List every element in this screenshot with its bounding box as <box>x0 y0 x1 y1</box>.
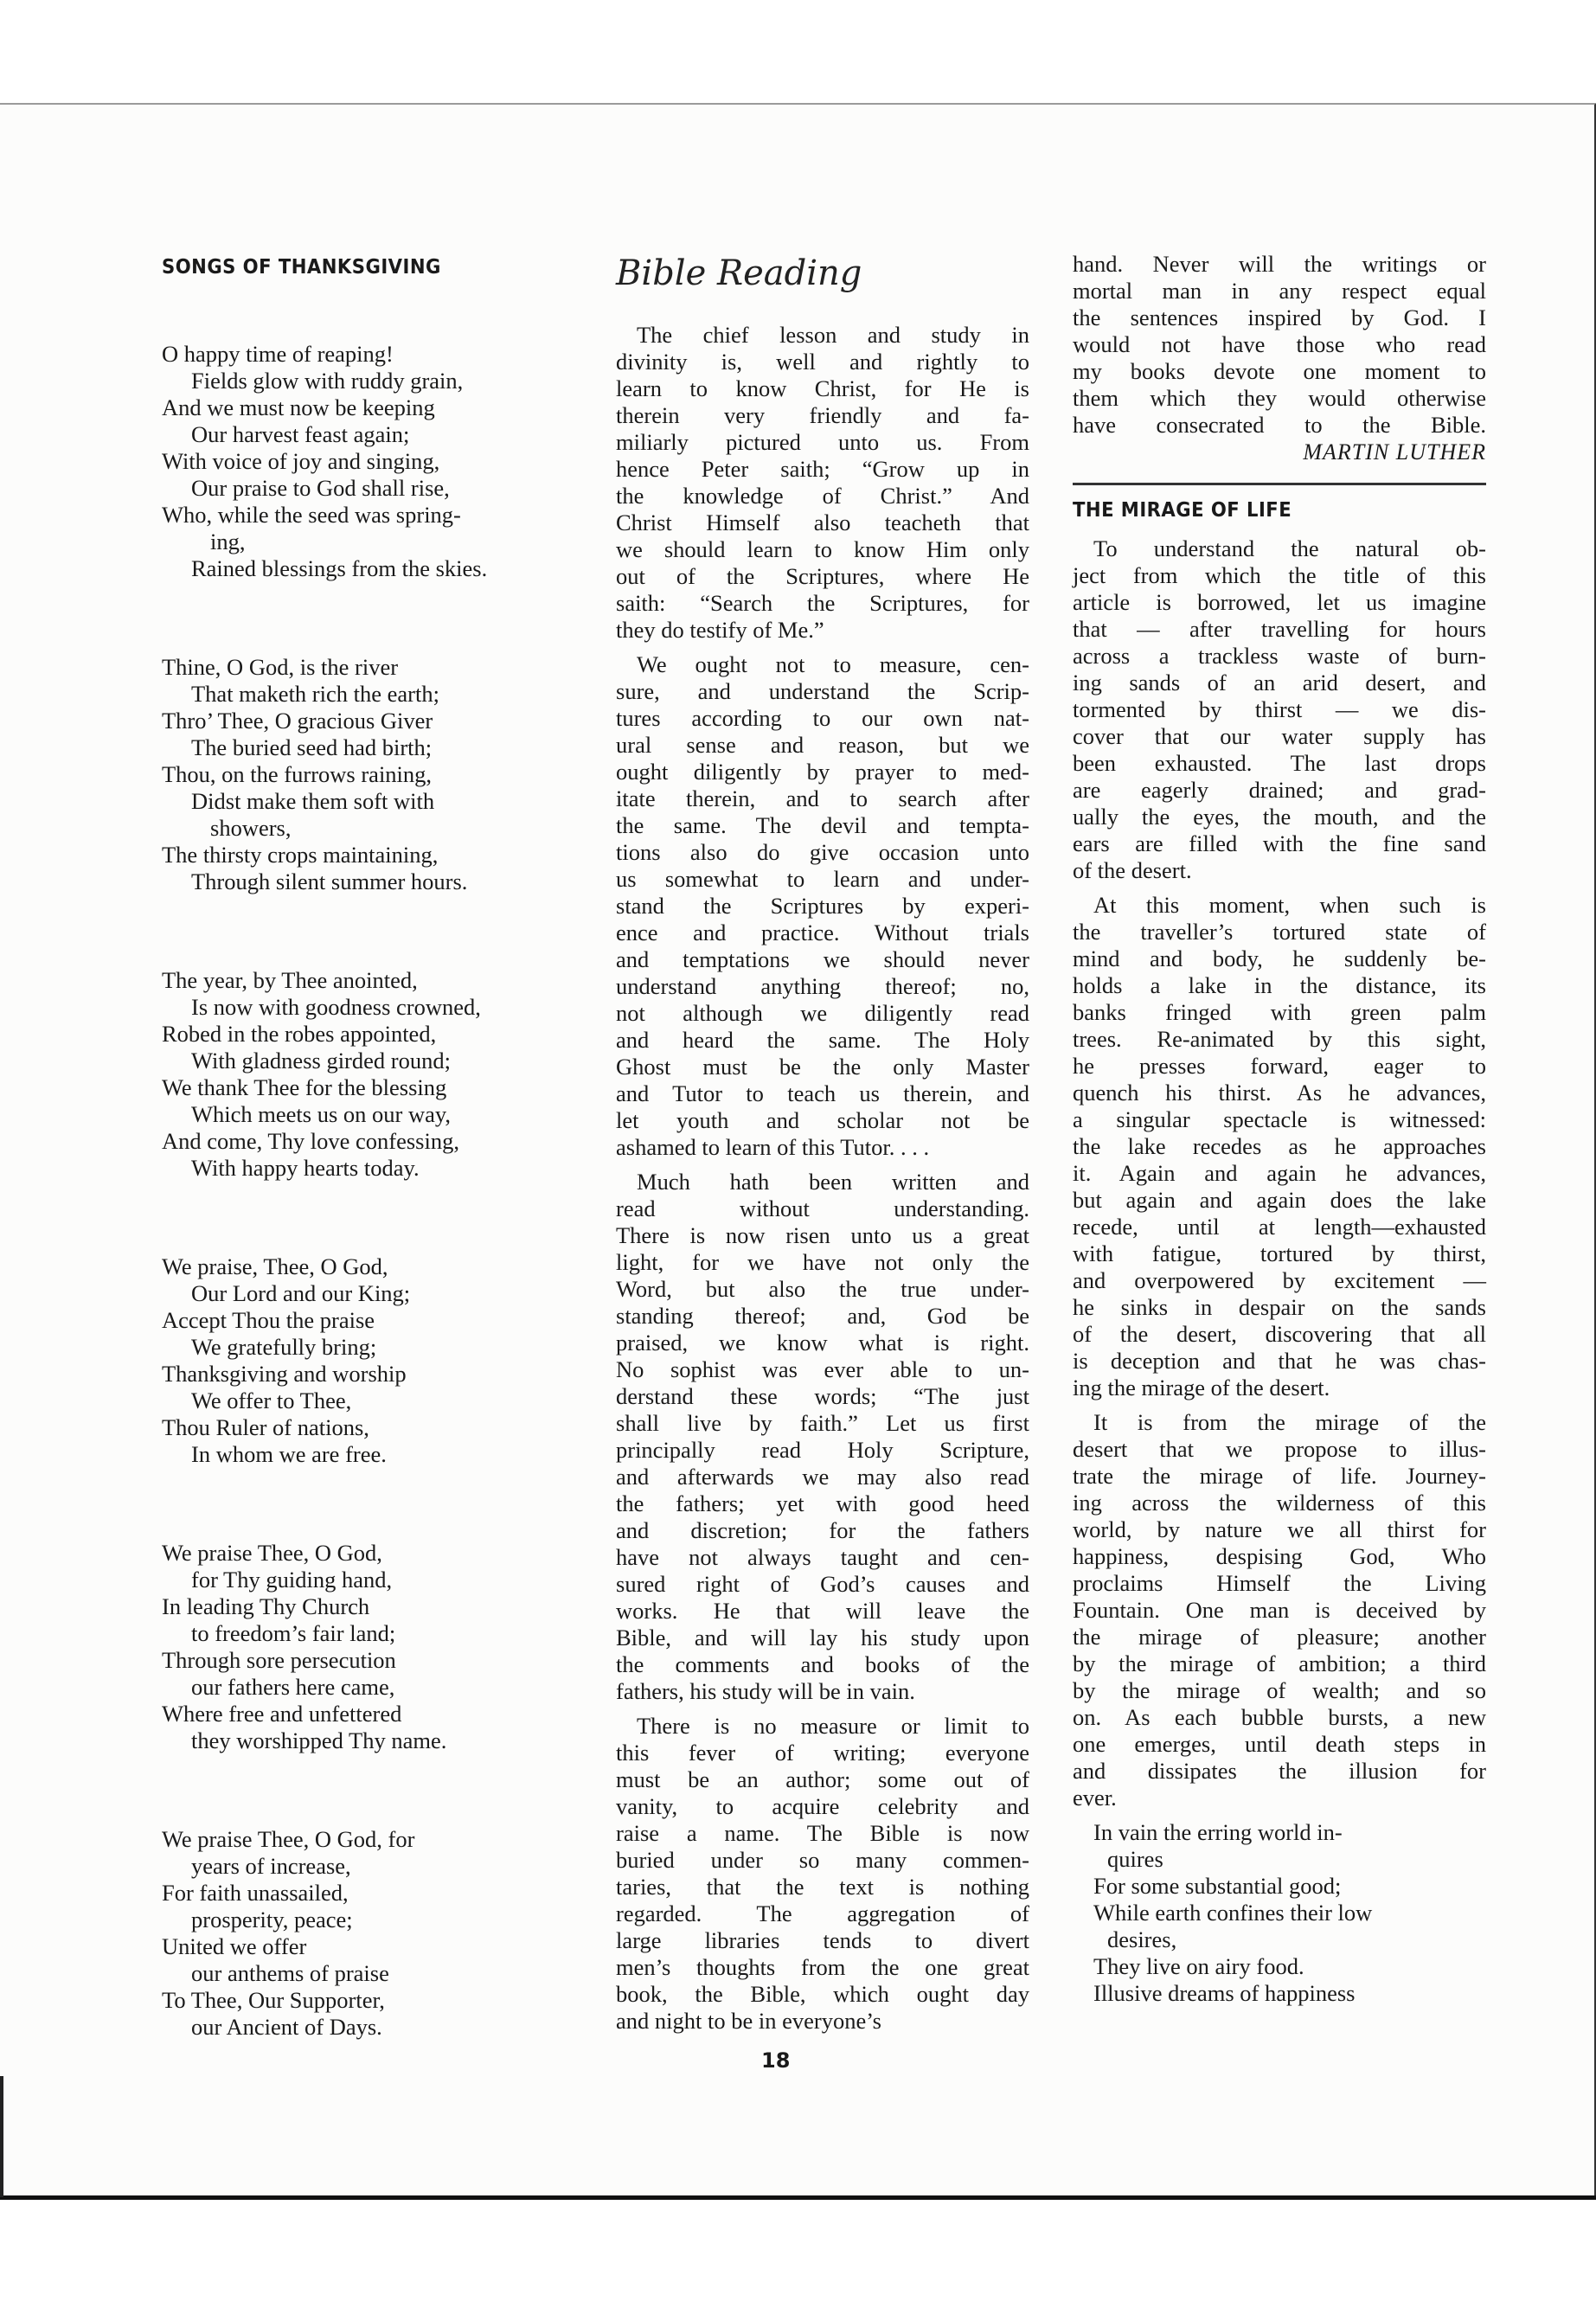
text-line: There is now risen unto us a great <box>616 1222 1029 1248</box>
text-line: is deception and that he was chas- <box>1073 1348 1486 1374</box>
text-line: vanity, to acquire celebrity and <box>616 1793 1029 1819</box>
text-line: and Tutor to teach us therein, and <box>616 1080 1029 1106</box>
text-line: saith: “Search the Scriptures, for <box>616 590 1029 616</box>
mirage-poem <box>1073 1819 1486 2007</box>
text-line: and dissipates the illusion for <box>1073 1758 1486 1784</box>
text-line: world, by nature we all thirst for <box>1073 1516 1486 1542</box>
verse-line: We thank Thee for the blessing <box>162 1074 447 1100</box>
verse-line: We gratefully bring; <box>191 1334 377 1360</box>
bible-reading-column <box>616 251 1029 2042</box>
text-line: and temptations we should never <box>616 946 1029 972</box>
text-line: and discretion; for the fathers <box>616 1517 1029 1543</box>
text-line: itate therein, and to search after <box>616 785 1029 811</box>
verse-line: In whom we are free. <box>191 1441 387 1467</box>
verse-line: While earth confines their low <box>1093 1900 1373 1926</box>
text-line: sured right of God’s causes and <box>616 1571 1029 1597</box>
text-line: he presses forward, eager to <box>1073 1053 1486 1079</box>
verse-line: In leading Thy Church <box>162 1593 370 1619</box>
verse-line: Where free and unfettered <box>162 1701 402 1727</box>
verse-line: With voice of joy and singing, <box>162 448 440 474</box>
verse-line: to freedom’s fair land; <box>191 1620 396 1646</box>
text-line: tions also do give occasion unto <box>616 839 1029 865</box>
text-line: we should learn to know Him only <box>616 536 1029 562</box>
verse-line: For faith unassailed, <box>162 1880 349 1906</box>
text-line: fathers, his study will be in vain. <box>616 1678 915 1704</box>
scan-border-bottom <box>0 2195 1596 2200</box>
text-line: ural sense and reason, but we <box>616 732 1029 758</box>
text-line: but again and again does the lake <box>1073 1187 1486 1213</box>
paragraph <box>1073 892 1486 1401</box>
verse-line: We offer to Thee, <box>191 1388 352 1413</box>
text-line: To understand the natural ob- <box>1093 535 1486 561</box>
text-line: divinity is, well and rightly to <box>616 349 1029 375</box>
text-line: therein very friendly and fa- <box>616 402 1029 428</box>
text-line: The chief lesson and study in <box>637 322 1029 348</box>
text-line: this fever of writing; everyone <box>616 1740 1029 1766</box>
paragraph <box>616 1713 1029 2035</box>
text-line: ence and practice. Without trials <box>616 920 1029 945</box>
text-line: quench his thirst. As he advances, <box>1073 1080 1486 1106</box>
text-line: praised, we know what is right. <box>616 1330 1029 1356</box>
paragraph <box>1073 535 1486 884</box>
verse-line: The thirsty crops maintaining, <box>162 842 439 868</box>
text-line: Christ Himself also teacheth that <box>616 510 1029 535</box>
verse-line: Thro’ Thee, O gracious Giver <box>162 708 433 734</box>
verse-line: O happy time of reaping! <box>162 341 394 367</box>
text-line: cover that our water supply has <box>1073 723 1486 749</box>
text-line: There is no measure or limit to <box>637 1713 1029 1739</box>
stanza <box>162 967 575 1182</box>
text-line: of the desert, discovering that all <box>1073 1321 1486 1347</box>
text-line: book, the Bible, which ought day <box>616 1981 1029 2007</box>
verse-line: Our praise to God shall rise, <box>191 475 450 501</box>
text-line: are eagerly drained; and grad- <box>1073 777 1486 803</box>
verse-line: Which meets us on our way, <box>191 1101 452 1127</box>
text-line: and heard the same. The Holy <box>616 1027 1029 1053</box>
text-line: and afterwards we may also read <box>616 1464 1029 1490</box>
text-line: trate the mirage of life. Journey- <box>1073 1463 1486 1489</box>
verse-line: for Thy guiding hand, <box>191 1567 393 1593</box>
verse-line: Who, while the seed was spring- <box>162 502 461 528</box>
text-line: taries, that the text is nothing <box>616 1874 1029 1900</box>
text-line: sure, and understand the Scrip- <box>616 678 1029 704</box>
text-line: desert that we propose to illus- <box>1073 1436 1486 1462</box>
text-line: he sinks in despair on the sands <box>1073 1294 1486 1320</box>
verse-line: With happy hearts today. <box>191 1155 420 1181</box>
text-line: trees. Re-animated by this sight, <box>1073 1026 1486 1052</box>
songs-stanzas <box>162 341 575 2041</box>
text-line: hence Peter saith; “Grow up in <box>616 456 1029 482</box>
text-line: the comments and books of the <box>616 1651 1029 1677</box>
text-line: article is borrowed, let us imagine <box>1073 589 1486 615</box>
text-line: hand. Never will the writings or <box>1073 251 1486 277</box>
verse-line: desires, <box>1107 1926 1177 1952</box>
verse-line: showers, <box>210 815 292 841</box>
stanza <box>162 1826 575 2041</box>
text-line: the lake recedes as he approaches <box>1073 1133 1486 1159</box>
text-line: happiness, despising God, Who <box>1073 1543 1486 1569</box>
scan-border-left <box>0 2076 3 2197</box>
text-line: them which they would otherwise <box>1073 385 1486 411</box>
text-line: learn to know Christ, for He is <box>616 375 1029 401</box>
verse-line: Rained blessings from the skies. <box>191 555 488 581</box>
verse-line: The buried seed had birth; <box>191 734 433 760</box>
text-line: light, for we have not only the <box>616 1249 1029 1275</box>
songs-column <box>162 256 575 2112</box>
stanza <box>162 1540 575 1754</box>
text-line: At this moment, when such is <box>1093 892 1486 918</box>
text-line: mind and body, he suddenly be- <box>1073 945 1486 971</box>
verse-line: Fields glow with ruddy grain, <box>191 368 464 394</box>
verse-line: prosperity, peace; <box>191 1907 353 1932</box>
text-line: We ought not to measure, cen- <box>637 651 1029 677</box>
text-line: standing thereof; and, God be <box>616 1303 1029 1329</box>
text-line: ears are filled with the fine sand <box>1073 830 1486 856</box>
text-line: ing sands of an arid desert, and <box>1073 670 1486 695</box>
text-line: a singular spectacle is witnessed: <box>1073 1106 1486 1132</box>
text-line: Much hath been written and <box>637 1169 1029 1195</box>
text-line: regarded. The aggregation of <box>616 1900 1029 1926</box>
verse-line: With gladness girded round; <box>191 1048 451 1074</box>
verse-line: For some substantial good; <box>1093 1873 1342 1899</box>
text-line: they do testify of Me.” <box>616 617 824 643</box>
text-line: works. He that will leave the <box>616 1598 1029 1624</box>
bible-reading-heading: Bible Reading <box>616 253 862 293</box>
verse-line: our Ancient of Days. <box>191 2014 382 2040</box>
text-line: have not always taught and cen- <box>616 1544 1029 1570</box>
text-line: ing the mirage of the desert. <box>1073 1375 1330 1400</box>
text-line: large libraries tends to divert <box>616 1927 1029 1953</box>
section-divider <box>1073 483 1486 485</box>
text-line: by the mirage of ambition; a third <box>1073 1650 1486 1676</box>
verse-line: Our harvest feast again; <box>191 421 410 447</box>
verse-line: United we offer <box>162 1933 307 1959</box>
verse-line: Robed in the robes appointed, <box>162 1021 437 1047</box>
text-line: Word, but also the true under- <box>616 1276 1029 1302</box>
verse-line: Is now with goodness crowned, <box>191 994 481 1020</box>
text-line: ing across the wilderness of this <box>1073 1490 1486 1516</box>
text-line: must be an author; some out of <box>616 1766 1029 1792</box>
verse-line: Thou, on the furrows raining, <box>162 761 433 787</box>
verse-line: Thanksgiving and worship <box>162 1361 407 1387</box>
verse-line: We praise Thee, O God, for <box>162 1826 415 1852</box>
verse-line: Didst make them soft with <box>191 788 435 814</box>
text-line: recede, until at length—exhausted <box>1073 1214 1486 1240</box>
verse-line: Thou Ruler of nations, <box>162 1414 369 1440</box>
text-line: Bible, and will lay his study upon <box>616 1625 1029 1650</box>
paragraph <box>616 1169 1029 1705</box>
text-line: on. As each bubble bursts, a new <box>1073 1704 1486 1730</box>
paragraph <box>1073 1409 1486 1811</box>
text-line: It is from the mirage of the <box>1093 1409 1486 1435</box>
verse-line: Thine, O God, is the river <box>162 654 399 680</box>
paragraph <box>616 322 1029 644</box>
songs-heading: SONGS OF THANKSGIVING <box>162 256 441 279</box>
text-line: and night to be in everyone’s <box>616 2008 881 2034</box>
verse-line: ing, <box>210 529 246 554</box>
text-line: buried under so many commen- <box>616 1847 1029 1873</box>
text-line: been exhausted. The last drops <box>1073 750 1486 776</box>
text-line: tures according to our own nat- <box>616 705 1029 731</box>
verse-line: And come, Thy love confessing, <box>162 1128 459 1154</box>
verse-line: years of increase, <box>191 1853 351 1879</box>
text-line: mortal man in any respect equal <box>1073 278 1486 304</box>
text-line: the fathers; yet with good heed <box>616 1490 1029 1516</box>
verse-line: They live on airy food. <box>1093 1953 1304 1979</box>
text-line: across a trackless waste of burn- <box>1073 643 1486 669</box>
text-line: principally read Holy Scripture, <box>616 1437 1029 1463</box>
text-line: of the desert. <box>1073 857 1192 883</box>
verse-line: our fathers here came, <box>191 1674 395 1700</box>
verse-line: To Thee, Our Supporter, <box>162 1987 385 2013</box>
text-line: that — after travelling for hours <box>1073 616 1486 642</box>
stanza <box>162 1253 575 1468</box>
text-line: the mirage of pleasure; another <box>1073 1624 1486 1650</box>
text-line: with fatigue, tortured by thirst, <box>1073 1240 1486 1266</box>
text-line: shall live by faith.” Let us first <box>616 1410 1029 1436</box>
text-line: the same. The devil and tempta- <box>616 812 1029 838</box>
bible-reading-body <box>616 322 1029 2035</box>
text-line: let youth and scholar not be <box>616 1107 1029 1133</box>
verse-line: our anthems of praise <box>191 1960 389 1986</box>
text-line: have consecrated to the Bible. <box>1073 412 1486 438</box>
verse-line: quires <box>1107 1846 1163 1872</box>
text-line: Ghost must be the only Master <box>616 1054 1029 1080</box>
text-line: us somewhat to learn and under- <box>616 866 1029 892</box>
text-line: by the mirage of wealth; and so <box>1073 1677 1486 1703</box>
verse-line: We praise, Thee, O God, <box>162 1253 388 1279</box>
text-line: No sophist was ever able to un- <box>616 1356 1029 1382</box>
text-line: ashamed to learn of this Tutor. . . . <box>616 1134 930 1160</box>
mirage-heading: THE MIRAGE OF LIFE <box>1073 499 1292 522</box>
text-line: banks fringed with green palm <box>1073 999 1486 1025</box>
text-line: and overpowered by excitement — <box>1073 1267 1486 1293</box>
text-line: it. Again and again he advances, <box>1073 1160 1486 1186</box>
text-line: out of the Scriptures, where He <box>616 563 1029 589</box>
text-line: Fountain. One man is deceived by <box>1073 1597 1486 1623</box>
text-line: my books devote one moment to <box>1073 358 1486 384</box>
text-line: the knowledge of Christ.” And <box>616 483 1029 509</box>
verse-line: Illusive dreams of happiness <box>1093 1980 1356 2006</box>
text-line: stand the Scriptures by experi- <box>616 893 1029 919</box>
verse-line: Through silent summer hours. <box>191 868 468 894</box>
text-line: holds a lake in the distance, its <box>1073 972 1486 998</box>
bible-reading-continuation <box>1073 251 1486 439</box>
text-line: proclaims Himself the Living <box>1073 1570 1486 1596</box>
paragraph <box>616 651 1029 1161</box>
text-line: miliarly pictured unto us. From <box>616 429 1029 455</box>
text-line: ually the eyes, the mouth, and the <box>1073 804 1486 830</box>
verse-line: Accept Thou the praise <box>162 1307 375 1333</box>
verse-line: The year, by Thee anointed, <box>162 967 418 993</box>
text-line: read without understanding. <box>616 1195 1029 1221</box>
text-line: not although we diligently read <box>616 1000 1029 1026</box>
verse-line: We praise Thee, O God, <box>162 1540 382 1566</box>
verse-line: they worshipped Thy name. <box>191 1727 447 1753</box>
text-line: the traveller’s tortured state of <box>1073 919 1486 945</box>
text-line: raise a name. The Bible is now <box>616 1820 1029 1846</box>
third-column <box>1073 251 1486 2007</box>
verse-line: In vain the erring world in- <box>1093 1819 1343 1845</box>
text-line: men’s thoughts from the one great <box>616 1954 1029 1980</box>
text-line: understand anything thereof; no, <box>616 973 1029 999</box>
text-line: one emerges, until death steps in <box>1073 1731 1486 1757</box>
verse-line: And we must now be keeping <box>162 394 435 420</box>
text-line: would not have those who read <box>1073 331 1486 357</box>
author-signature: MARTIN LUTHER <box>1303 439 1486 465</box>
page-number: 18 <box>761 2048 791 2073</box>
text-line: the sentences inspired by God. I <box>1073 304 1486 330</box>
verse-line: That maketh rich the earth; <box>191 681 439 707</box>
text-line: tormented by thirst — we dis- <box>1073 696 1486 722</box>
mirage-body <box>1073 535 1486 1811</box>
text-line: ever. <box>1073 1785 1117 1811</box>
stanza <box>162 341 575 582</box>
verse-line: Our Lord and our King; <box>191 1280 411 1306</box>
text-line: derstand these words; “The just <box>616 1383 1029 1409</box>
text-line: ject from which the title of this <box>1073 562 1486 588</box>
verse-line: Through sore persecution <box>162 1647 396 1673</box>
stanza <box>162 654 575 895</box>
text-line: ought diligently by prayer to med- <box>616 759 1029 785</box>
